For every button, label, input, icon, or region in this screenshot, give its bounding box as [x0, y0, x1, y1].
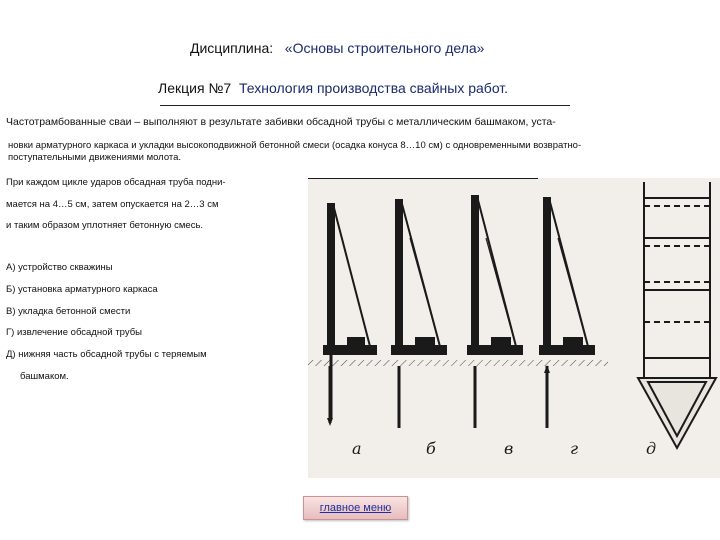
cycle-line-1: При каждом цикле ударов обсадная труба подни-	[6, 177, 226, 188]
intro-line-3: поступательными движениями молота.	[8, 152, 182, 163]
ground-a	[308, 360, 388, 366]
step-d: Д) нижняя часть обсадной трубы с теряемым	[6, 349, 207, 360]
cycle-line-2: мается на 4…5 см, затем опускается на 2…3 см	[6, 199, 219, 210]
label-b: б	[426, 439, 436, 458]
lecture-value: Технология производства свайных работ.	[239, 80, 509, 96]
discipline-value: «Основы строительного дела»	[284, 40, 485, 56]
label-a: а	[352, 439, 362, 458]
ground-g	[534, 360, 608, 366]
step-b: Б) установка арматурного каркаса	[6, 284, 158, 295]
intro-line-1: Частотрамбованные сваи – выполняют в результате забивки обсадной трубы с металлическим башмаком, уста-	[6, 116, 556, 128]
discipline-line	[190, 40, 484, 56]
label-v: в	[504, 439, 514, 458]
step-g: Г) извлечение обсадной трубы	[6, 327, 142, 338]
lecture-label: Лекция №7	[158, 80, 232, 96]
lecture-line	[158, 80, 508, 96]
ground-v	[460, 360, 534, 366]
main-menu-button[interactable]: главное меню	[303, 496, 408, 520]
header-divider	[160, 105, 570, 106]
step-v: В) укладка бетонной смести	[6, 306, 131, 317]
step-a: А) устройство скважины	[6, 262, 113, 273]
pile-stages-figure	[308, 178, 720, 478]
step-d-tail: башмаком.	[20, 371, 69, 382]
intro-line-2: новки арматурного каркаса и укладки высокоподвижной бетонной смеси (осадка конуса 8…10 см) с одновременными возвратно-	[8, 140, 582, 151]
cycle-line-3: и таким образом уплотняет бетонную смесь.	[6, 220, 204, 231]
discipline-label: Дисциплина:	[190, 40, 274, 56]
label-d: д	[646, 439, 657, 458]
ground-b	[388, 360, 460, 366]
label-g: г	[570, 439, 579, 458]
